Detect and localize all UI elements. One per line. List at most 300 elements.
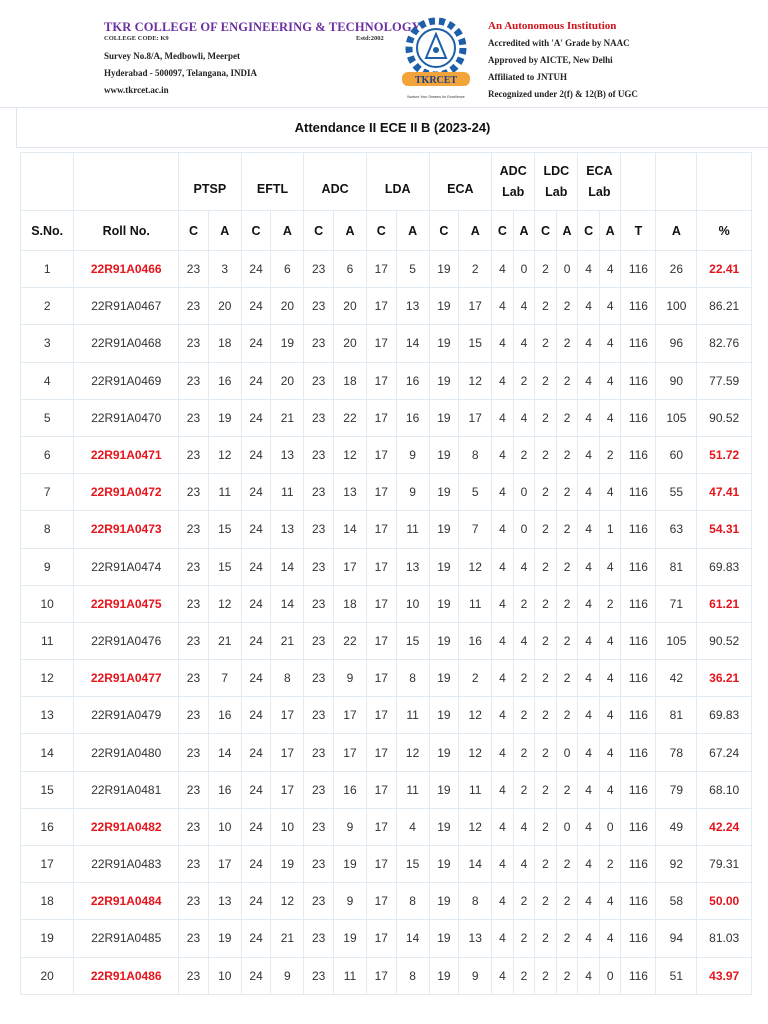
cell-attended: 0 [513,474,535,511]
cell-roll: 22R91A0486 [74,957,179,994]
cell-total: 116 [621,957,656,994]
attendance-body [21,251,752,995]
cell-roll: 22R91A0480 [74,734,179,771]
cell-conducted: 2 [535,585,557,622]
cell-conducted: 24 [241,362,271,399]
cell-conducted: 17 [366,920,396,957]
cell-conducted: 4 [492,771,514,808]
lab-ldc-line2: Lab [545,184,568,199]
cell-total: 116 [621,436,656,473]
cell-percent: 79.31 [697,846,752,883]
cell-conducted: 24 [241,697,271,734]
cell-attended: 15 [208,548,241,585]
cell-attended: 16 [459,622,492,659]
cell-attended: 11 [459,585,492,622]
cell-conducted: 24 [241,399,271,436]
table-row [21,325,752,362]
cell-attended: 7 [459,511,492,548]
cell-conducted: 2 [535,622,557,659]
cell-attended: 4 [599,734,621,771]
cell-conducted: 23 [179,808,209,845]
cell-conducted: 4 [578,399,600,436]
affiliated-label: Affiliated to JNTUH [488,72,567,82]
website: www.tkrcet.ac.in [104,85,169,95]
cell-conducted: 19 [429,622,459,659]
lab-adc [492,153,535,211]
percent-spacer [697,153,752,211]
cell-sno: 11 [21,622,74,659]
cell-conducted: 24 [241,957,271,994]
cell-attended: 4 [599,288,621,325]
col-sno: S.No. [21,211,74,251]
cell-attended: 15 [459,325,492,362]
cell-conducted: 4 [492,622,514,659]
total-spacer [621,153,656,211]
cell-attended: 8 [396,660,429,697]
cell-percent: 50.00 [697,883,752,920]
cell-attended: 12 [459,697,492,734]
cell-attended: 4 [599,660,621,697]
col-conducted: C [179,211,209,251]
cell-sno: 12 [21,660,74,697]
cell-attended: 2 [556,399,578,436]
cell-conducted: 19 [429,511,459,548]
cell-attended: 12 [459,734,492,771]
cell-conducted: 23 [179,251,209,288]
cell-attended: 3 [208,251,241,288]
cell-conducted: 4 [492,585,514,622]
table-row [21,660,752,697]
cell-conducted: 23 [304,362,334,399]
cell-attended: 4 [599,325,621,362]
cell-total-attended: 94 [656,920,697,957]
cell-attended: 16 [396,362,429,399]
cell-attended: 13 [334,474,367,511]
cell-conducted: 4 [492,883,514,920]
cell-attended: 13 [208,883,241,920]
cell-roll: 22R91A0471 [74,436,179,473]
cell-attended: 16 [396,399,429,436]
col-attended: A [513,211,535,251]
cell-total: 116 [621,622,656,659]
cell-attended: 2 [556,957,578,994]
cell-sno: 10 [21,585,74,622]
cell-conducted: 4 [578,846,600,883]
cell-attended: 20 [334,288,367,325]
cell-sno: 18 [21,883,74,920]
cell-total-attended: 58 [656,883,697,920]
cell-sno: 2 [21,288,74,325]
table-row [21,362,752,399]
cell-conducted: 4 [578,288,600,325]
table-row [21,846,752,883]
cell-attended: 2 [513,362,535,399]
cell-attended: 18 [334,585,367,622]
col-attended: A [459,211,492,251]
cell-total: 116 [621,511,656,548]
cell-conducted: 2 [535,846,557,883]
cell-total-attended: 55 [656,474,697,511]
cell-conducted: 4 [492,660,514,697]
cell-total-attended: 92 [656,846,697,883]
col-conducted: C [535,211,557,251]
cell-attended: 2 [459,251,492,288]
cell-conducted: 2 [535,734,557,771]
cell-conducted: 17 [366,288,396,325]
approved-label: Approved by AICTE, New Delhi [488,55,613,65]
cell-attended: 11 [396,697,429,734]
cell-conducted: 4 [578,325,600,362]
cell-conducted: 19 [429,436,459,473]
attended-spacer [656,153,697,211]
cell-conducted: 19 [429,808,459,845]
cell-conducted: 23 [179,288,209,325]
subject-eca: ECA [429,153,492,211]
cell-attended: 2 [513,697,535,734]
cell-attended: 9 [334,883,367,920]
cell-conducted: 4 [492,288,514,325]
cell-attended: 17 [459,288,492,325]
cell-conducted: 24 [241,325,271,362]
cell-conducted: 19 [429,660,459,697]
cell-attended: 4 [513,288,535,325]
cell-attended: 13 [271,436,304,473]
cell-roll: 22R91A0476 [74,622,179,659]
cell-attended: 17 [271,697,304,734]
col-conducted: C [241,211,271,251]
cell-roll: 22R91A0473 [74,511,179,548]
cell-attended: 8 [459,883,492,920]
cell-percent: 51.72 [697,436,752,473]
cell-conducted: 2 [535,325,557,362]
cell-conducted: 17 [366,511,396,548]
cell-attended: 6 [334,251,367,288]
cell-total-attended: 51 [656,957,697,994]
cell-attended: 19 [271,325,304,362]
cell-total: 116 [621,325,656,362]
cell-conducted: 23 [304,548,334,585]
cell-attended: 6 [271,251,304,288]
cell-conducted: 23 [179,697,209,734]
cell-total-attended: 105 [656,622,697,659]
title-bar [16,108,768,148]
lab-adc-line2: Lab [502,184,525,199]
cell-conducted: 4 [578,957,600,994]
cell-percent: 42.24 [697,808,752,845]
cell-attended: 2 [556,325,578,362]
cell-conducted: 19 [429,288,459,325]
cell-conducted: 24 [241,883,271,920]
cell-attended: 18 [334,362,367,399]
cell-conducted: 17 [366,883,396,920]
cell-conducted: 19 [429,957,459,994]
cell-conducted: 23 [304,697,334,734]
cell-total: 116 [621,362,656,399]
cell-conducted: 4 [578,251,600,288]
cell-attended: 2 [513,660,535,697]
cell-total-attended: 63 [656,511,697,548]
cell-total: 116 [621,697,656,734]
cell-attended: 2 [556,511,578,548]
accreditation-info [488,20,758,103]
col-attended: A [334,211,367,251]
cell-sno: 20 [21,957,74,994]
cell-conducted: 24 [241,436,271,473]
cell-attended: 12 [459,808,492,845]
cell-conducted: 24 [241,660,271,697]
cell-attended: 4 [599,251,621,288]
cell-conducted: 23 [304,920,334,957]
cell-sno: 7 [21,474,74,511]
cell-conducted: 23 [179,771,209,808]
cell-conducted: 24 [241,771,271,808]
cell-conducted: 19 [429,399,459,436]
header-row-columns [21,211,752,251]
cell-attended: 11 [459,771,492,808]
cell-conducted: 17 [366,585,396,622]
cell-attended: 19 [334,920,367,957]
cell-attended: 12 [334,436,367,473]
cell-conducted: 4 [578,362,600,399]
cell-conducted: 23 [179,585,209,622]
cell-attended: 21 [271,399,304,436]
cell-attended: 2 [556,660,578,697]
cell-conducted: 23 [304,957,334,994]
accredited-label: Accredited with 'A' Grade by NAAC [488,38,630,48]
cell-attended: 2 [556,622,578,659]
col-attended: A [599,211,621,251]
cell-conducted: 4 [578,436,600,473]
college-logo-icon [392,12,480,104]
lab-ldc [535,153,578,211]
cell-conducted: 19 [429,474,459,511]
cell-attended: 0 [513,251,535,288]
lab-ldc-line1: LDC [543,163,570,178]
cell-attended: 21 [271,920,304,957]
cell-percent: 43.97 [697,957,752,994]
cell-sno: 5 [21,399,74,436]
estd: Estd:2002 [356,35,384,42]
col-attended: A [556,211,578,251]
cell-conducted: 23 [179,511,209,548]
cell-conducted: 23 [304,808,334,845]
cell-conducted: 23 [304,474,334,511]
cell-attended: 12 [208,436,241,473]
cell-conducted: 4 [492,251,514,288]
cell-sno: 6 [21,436,74,473]
col-conducted: C [492,211,514,251]
cell-conducted: 23 [179,474,209,511]
cell-attended: 2 [556,846,578,883]
cell-conducted: 2 [535,883,557,920]
lab-adc-line1: ADC [499,163,527,178]
address-line-2: Hyderabad - 500097, Telangana, INDIA [104,68,258,78]
cell-sno: 17 [21,846,74,883]
table-row [21,808,752,845]
cell-attended: 2 [556,771,578,808]
cell-attended: 19 [208,399,241,436]
cell-total-attended: 49 [656,808,697,845]
subject-adc: ADC [304,153,367,211]
cell-percent: 61.21 [697,585,752,622]
cell-conducted: 23 [304,660,334,697]
cell-attended: 2 [556,920,578,957]
cell-conducted: 4 [578,548,600,585]
cell-attended: 9 [396,436,429,473]
logo-motto: Nurture Your Dreams for Excellence [407,95,465,99]
cell-attended: 4 [599,399,621,436]
cell-conducted: 23 [304,325,334,362]
page-title: Attendance II ECE II B (2023-24) [294,120,491,135]
cell-conducted: 23 [179,622,209,659]
cell-percent: 47.41 [697,474,752,511]
cell-conducted: 17 [366,474,396,511]
cell-percent: 86.21 [697,288,752,325]
cell-attended: 21 [208,622,241,659]
cell-total: 116 [621,660,656,697]
table-row [21,399,752,436]
cell-attended: 2 [513,920,535,957]
cell-conducted: 24 [241,808,271,845]
letterhead [0,0,768,108]
cell-conducted: 17 [366,362,396,399]
cell-conducted: 2 [535,808,557,845]
cell-conducted: 4 [578,771,600,808]
cell-conducted: 4 [492,436,514,473]
cell-attended: 20 [271,362,304,399]
cell-attended: 4 [396,808,429,845]
cell-attended: 2 [459,660,492,697]
college-info [104,20,421,98]
cell-attended: 4 [513,399,535,436]
cell-conducted: 23 [304,288,334,325]
cell-conducted: 24 [241,585,271,622]
cell-total: 116 [621,399,656,436]
cell-attended: 2 [599,585,621,622]
sno-spacer [21,153,74,211]
table-row [21,548,752,585]
cell-conducted: 4 [578,660,600,697]
cell-conducted: 4 [578,734,600,771]
cell-conducted: 2 [535,957,557,994]
cell-conducted: 23 [179,957,209,994]
cell-percent: 67.24 [697,734,752,771]
cell-conducted: 4 [578,585,600,622]
cell-attended: 9 [396,474,429,511]
cell-attended: 4 [513,846,535,883]
table-row [21,734,752,771]
cell-conducted: 17 [366,771,396,808]
cell-attended: 4 [599,548,621,585]
cell-conducted: 23 [304,585,334,622]
cell-percent: 36.21 [697,660,752,697]
cell-total: 116 [621,808,656,845]
cell-attended: 8 [271,660,304,697]
lab-eca-line2: Lab [588,184,611,199]
cell-attended: 0 [599,808,621,845]
cell-conducted: 4 [492,325,514,362]
cell-conducted: 23 [304,883,334,920]
cell-conducted: 4 [578,883,600,920]
subject-eftl: EFTL [241,153,304,211]
cell-attended: 11 [334,957,367,994]
cell-conducted: 19 [429,362,459,399]
cell-percent: 69.83 [697,548,752,585]
cell-attended: 14 [459,846,492,883]
cell-conducted: 24 [241,288,271,325]
cell-attended: 2 [556,883,578,920]
cell-total-attended: 81 [656,548,697,585]
cell-percent: 90.52 [697,399,752,436]
cell-roll: 22R91A0477 [74,660,179,697]
cell-conducted: 2 [535,251,557,288]
cell-conducted: 4 [492,399,514,436]
cell-conducted: 17 [366,660,396,697]
cell-attended: 2 [513,957,535,994]
cell-attended: 8 [396,883,429,920]
cell-conducted: 4 [492,808,514,845]
cell-attended: 4 [513,325,535,362]
cell-conducted: 19 [429,548,459,585]
cell-conducted: 17 [366,325,396,362]
cell-conducted: 23 [179,362,209,399]
cell-conducted: 24 [241,734,271,771]
cell-roll: 22R91A0472 [74,474,179,511]
cell-attended: 2 [556,288,578,325]
cell-attended: 14 [334,511,367,548]
cell-roll: 22R91A0474 [74,548,179,585]
table-row [21,883,752,920]
cell-attended: 17 [334,734,367,771]
cell-attended: 12 [459,548,492,585]
table-row [21,288,752,325]
cell-attended: 14 [396,920,429,957]
cell-attended: 4 [599,622,621,659]
col-conducted: C [304,211,334,251]
cell-sno: 13 [21,697,74,734]
col-conducted: C [578,211,600,251]
cell-roll: 22R91A0475 [74,585,179,622]
cell-total: 116 [621,771,656,808]
cell-attended: 16 [208,697,241,734]
cell-conducted: 17 [366,697,396,734]
cell-conducted: 2 [535,511,557,548]
cell-total-attended: 60 [656,436,697,473]
cell-attended: 4 [599,771,621,808]
cell-percent: 81.03 [697,920,752,957]
cell-conducted: 4 [492,920,514,957]
cell-attended: 11 [396,771,429,808]
cell-attended: 19 [271,846,304,883]
cell-total: 116 [621,883,656,920]
cell-conducted: 2 [535,474,557,511]
cell-attended: 13 [396,288,429,325]
recognized-label: Recognized under 2(f) & 12(B) of UGC [488,89,638,99]
code-row [104,35,404,47]
cell-total: 116 [621,474,656,511]
cell-attended: 4 [599,362,621,399]
cell-conducted: 23 [179,660,209,697]
cell-attended: 9 [459,957,492,994]
cell-total-attended: 42 [656,660,697,697]
cell-conducted: 4 [578,920,600,957]
cell-sno: 9 [21,548,74,585]
table-row [21,957,752,994]
cell-conducted: 4 [492,511,514,548]
cell-conducted: 17 [366,399,396,436]
cell-conducted: 2 [535,697,557,734]
cell-conducted: 23 [179,399,209,436]
